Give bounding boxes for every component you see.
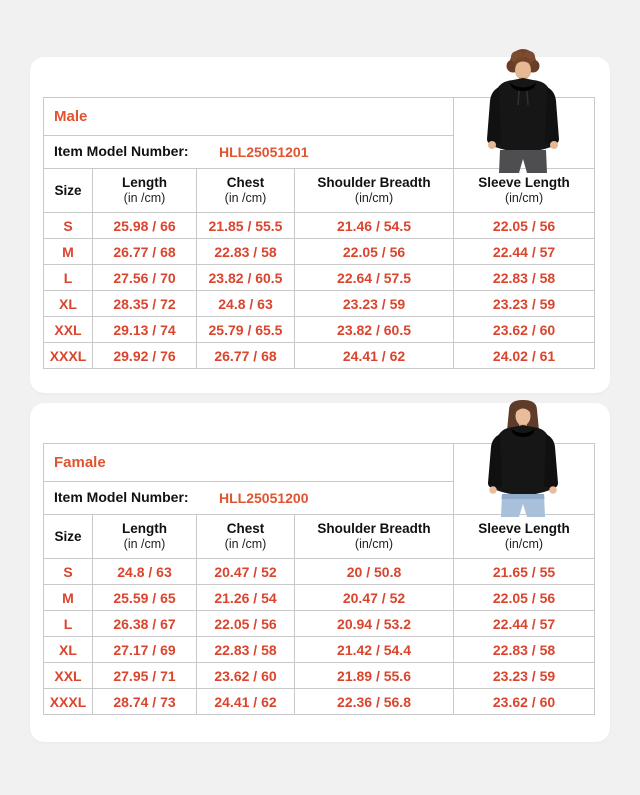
table-row — [44, 585, 595, 611]
size-cell: L — [44, 611, 93, 637]
sleeve-cell: 22.83 / 58 — [454, 637, 595, 663]
shoulder-cell: 24.41 / 62 — [295, 343, 454, 369]
shoulder-cell: 20.94 / 53.2 — [295, 611, 454, 637]
header-row — [44, 515, 595, 559]
length-cell: 26.77 / 68 — [93, 239, 197, 265]
sleeve-cell: 23.62 / 60 — [454, 689, 595, 715]
shoulder-cell: 23.82 / 60.5 — [295, 317, 454, 343]
length-cell: 25.59 / 65 — [93, 585, 197, 611]
chest-cell: 22.83 / 58 — [197, 637, 295, 663]
model-number-value: HLL25051201 — [219, 144, 309, 160]
chest-cell: 23.82 / 60.5 — [197, 265, 295, 291]
shoulder-cell: 21.46 / 54.5 — [295, 213, 454, 239]
size-cell: XXXL — [44, 689, 93, 715]
table-row — [44, 343, 595, 369]
table-row — [44, 265, 595, 291]
female-size-chart-card — [30, 403, 610, 742]
model-number-label: Item Model Number: — [54, 143, 189, 159]
male-size-chart-card — [30, 57, 610, 393]
shoulder-cell: 21.89 / 55.6 — [295, 663, 454, 689]
length-cell: 26.38 / 67 — [93, 611, 197, 637]
col-header-size: Size — [44, 515, 93, 559]
shoulder-cell: 23.23 / 59 — [295, 291, 454, 317]
size-cell: L — [44, 265, 93, 291]
model-number-value: HLL25051200 — [219, 490, 309, 506]
chest-cell: 21.85 / 55.5 — [197, 213, 295, 239]
chest-cell: 24.8 / 63 — [197, 291, 295, 317]
sleeve-cell: 22.05 / 56 — [454, 213, 595, 239]
length-cell: 29.13 / 74 — [93, 317, 197, 343]
size-cell: XXL — [44, 317, 93, 343]
table-row — [44, 611, 595, 637]
size-cell: XXL — [44, 663, 93, 689]
chest-cell: 26.77 / 68 — [197, 343, 295, 369]
sleeve-cell: 24.02 / 61 — [454, 343, 595, 369]
col-header-sleeve: Sleeve Length (in/cm) — [454, 515, 595, 559]
table-row — [44, 213, 595, 239]
length-cell: 28.35 / 72 — [93, 291, 197, 317]
chest-cell: 20.47 / 52 — [197, 559, 295, 585]
sleeve-cell: 22.83 / 58 — [454, 265, 595, 291]
model-photo-cell — [454, 98, 595, 169]
header-row — [44, 169, 595, 213]
shoulder-cell: 22.64 / 57.5 — [295, 265, 454, 291]
sleeve-cell: 21.65 / 55 — [454, 559, 595, 585]
col-header-sleeve: Sleeve Length (in/cm) — [454, 169, 595, 213]
col-header-chest: Chest (in /cm) — [197, 515, 295, 559]
length-cell: 25.98 / 66 — [93, 213, 197, 239]
chest-cell: 22.05 / 56 — [197, 611, 295, 637]
chest-cell: 23.62 / 60 — [197, 663, 295, 689]
male-size-table — [43, 97, 595, 369]
model-number-label: Item Model Number: — [54, 489, 189, 505]
model-number-cell — [44, 136, 454, 169]
length-cell: 29.92 / 76 — [93, 343, 197, 369]
chest-cell: 24.41 / 62 — [197, 689, 295, 715]
sleeve-cell: 22.44 / 57 — [454, 239, 595, 265]
length-cell: 27.95 / 71 — [93, 663, 197, 689]
shoulder-cell: 22.36 / 56.8 — [295, 689, 454, 715]
col-header-length: Length (in /cm) — [93, 169, 197, 213]
sleeve-cell: 23.23 / 59 — [454, 291, 595, 317]
sleeve-cell: 23.62 / 60 — [454, 317, 595, 343]
table-row — [44, 559, 595, 585]
size-cell: S — [44, 213, 93, 239]
size-cell: S — [44, 559, 93, 585]
table-title-cell — [44, 98, 454, 136]
col-header-size: Size — [44, 169, 93, 213]
shoulder-cell: 20.47 / 52 — [295, 585, 454, 611]
table-row — [44, 291, 595, 317]
length-cell: 28.74 / 73 — [93, 689, 197, 715]
col-header-chest: Chest (in /cm) — [197, 169, 295, 213]
model-photo-cell — [454, 444, 595, 515]
sleeve-cell: 22.05 / 56 — [454, 585, 595, 611]
chest-cell: 21.26 / 54 — [197, 585, 295, 611]
table-row — [44, 239, 595, 265]
col-header-shoulder: Shoulder Breadth (in/cm) — [295, 515, 454, 559]
shoulder-cell: 22.05 / 56 — [295, 239, 454, 265]
size-cell: XL — [44, 637, 93, 663]
female-size-table — [43, 443, 595, 715]
length-cell: 27.17 / 69 — [93, 637, 197, 663]
table-title: Famale — [54, 453, 106, 471]
size-cell: M — [44, 239, 93, 265]
chest-cell: 22.83 / 58 — [197, 239, 295, 265]
table-row — [44, 317, 595, 343]
col-header-shoulder: Shoulder Breadth (in/cm) — [295, 169, 454, 213]
sleeve-cell: 22.44 / 57 — [454, 611, 595, 637]
model-number-cell — [44, 482, 454, 515]
table-row — [44, 663, 595, 689]
table-title-cell — [44, 444, 454, 482]
table-title: Male — [54, 107, 88, 125]
shoulder-cell: 20 / 50.8 — [295, 559, 454, 585]
length-cell: 27.56 / 70 — [93, 265, 197, 291]
chest-cell: 25.79 / 65.5 — [197, 317, 295, 343]
shoulder-cell: 21.42 / 54.4 — [295, 637, 454, 663]
sleeve-cell: 23.23 / 59 — [454, 663, 595, 689]
size-cell: XXXL — [44, 343, 93, 369]
size-cell: M — [44, 585, 93, 611]
table-row — [44, 637, 595, 663]
col-header-length: Length (in /cm) — [93, 515, 197, 559]
length-cell: 24.8 / 63 — [93, 559, 197, 585]
table-row — [44, 689, 595, 715]
size-cell: XL — [44, 291, 93, 317]
